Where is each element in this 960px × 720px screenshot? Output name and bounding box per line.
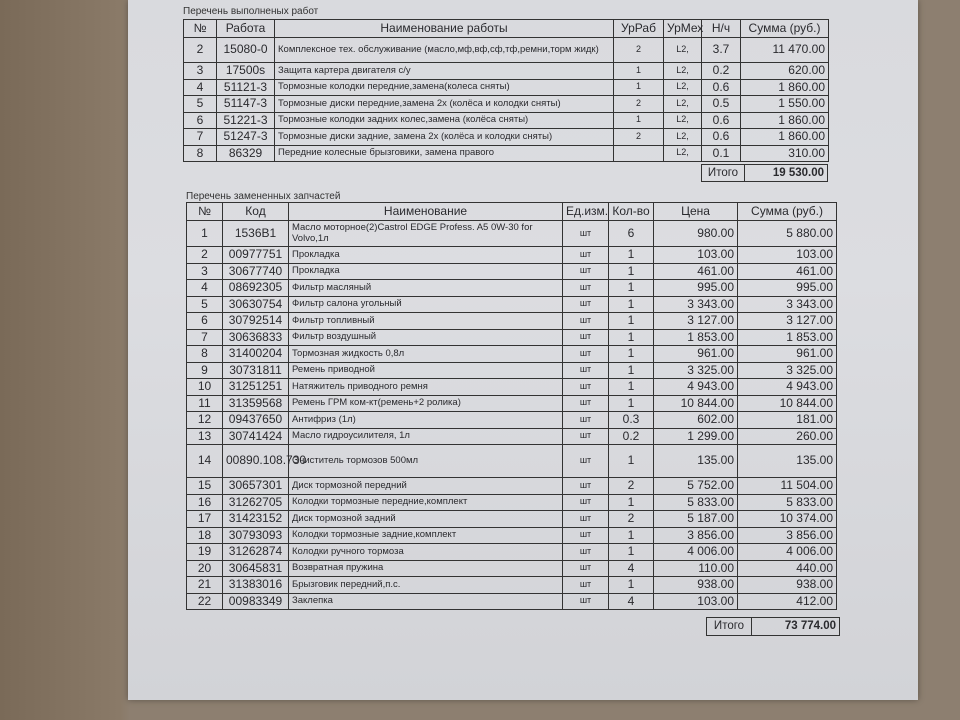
- works-cell: 0.5: [702, 96, 741, 113]
- works-cell: L2,: [664, 38, 702, 63]
- parts-cell: 961.00: [738, 346, 837, 363]
- parts-cell: 4 943.00: [738, 379, 837, 396]
- works-cell: 4: [184, 79, 217, 96]
- parts-cell: 4 943.00: [654, 379, 738, 396]
- parts-cell: шт: [563, 494, 609, 511]
- parts-cell: 1: [609, 296, 654, 313]
- works-header-1: Работа: [217, 20, 275, 38]
- parts-cell: 30657301: [223, 478, 289, 495]
- works-cell: L2,: [664, 96, 702, 113]
- works-total-label: Итого: [702, 165, 745, 182]
- parts-header-0: №: [187, 203, 223, 221]
- parts-cell: 995.00: [738, 280, 837, 297]
- parts-cell: Заклепка: [289, 593, 563, 610]
- parts-cell: 1: [609, 346, 654, 363]
- parts-cell: 1 853.00: [654, 329, 738, 346]
- parts-cell: 135.00: [654, 445, 738, 478]
- works-header-6: Сумма (руб.): [741, 20, 829, 38]
- works-total: [701, 164, 828, 182]
- parts-cell: 09437650: [223, 412, 289, 429]
- parts-cell: 103.00: [738, 247, 837, 264]
- parts-header-2: Наименование: [289, 203, 563, 221]
- table-row: [187, 296, 837, 313]
- parts-cell: Прокладка: [289, 263, 563, 280]
- parts-cell: Колодки тормозные передние,комплект: [289, 494, 563, 511]
- parts-cell: 980.00: [654, 221, 738, 247]
- parts-cell: 4: [187, 280, 223, 297]
- parts-cell: 995.00: [654, 280, 738, 297]
- parts-cell: шт: [563, 346, 609, 363]
- parts-cell: 2: [609, 478, 654, 495]
- works-cell: Тормозные колодки передние,замена(колеса сняты): [275, 79, 614, 96]
- parts-cell: 00977751: [223, 247, 289, 264]
- table-row: [187, 511, 837, 528]
- parts-cell: 31359568: [223, 395, 289, 412]
- parts-cell: 08692305: [223, 280, 289, 297]
- works-cell: 0.6: [702, 129, 741, 146]
- parts-cell: Возвратная пружина: [289, 560, 563, 577]
- parts-cell: 15: [187, 478, 223, 495]
- parts-cell: шт: [563, 577, 609, 594]
- parts-header-4: Кол-во: [609, 203, 654, 221]
- parts-cell: 22: [187, 593, 223, 610]
- parts-cell: шт: [563, 362, 609, 379]
- parts-cell: 20: [187, 560, 223, 577]
- table-row: [184, 79, 829, 96]
- parts-cell: 1: [609, 445, 654, 478]
- parts-cell: 1: [609, 527, 654, 544]
- works-cell: 8: [184, 145, 217, 162]
- parts-cell: 1: [609, 247, 654, 264]
- parts-cell: шт: [563, 395, 609, 412]
- parts-cell: Натяжитель приводного ремня: [289, 379, 563, 396]
- parts-cell: 1: [187, 221, 223, 247]
- parts-cell: 3 127.00: [738, 313, 837, 330]
- parts-cell: 110.00: [654, 560, 738, 577]
- parts-cell: 4: [609, 593, 654, 610]
- works-cell: 5: [184, 96, 217, 113]
- parts-total-label: Итого: [707, 618, 752, 636]
- table-row: [187, 527, 837, 544]
- parts-cell: 31423152: [223, 511, 289, 528]
- parts-cell: 260.00: [738, 428, 837, 445]
- works-cell: 0.6: [702, 112, 741, 129]
- parts-cell: 5 880.00: [738, 221, 837, 247]
- parts-caption: Перечень замененных запчастей: [186, 191, 341, 202]
- parts-cell: 135.00: [738, 445, 837, 478]
- parts-cell: 0.2: [609, 428, 654, 445]
- parts-cell: шт: [563, 296, 609, 313]
- parts-cell: шт: [563, 221, 609, 247]
- works-cell: 17500s: [217, 63, 275, 80]
- parts-total-value: 73 774.00: [752, 618, 840, 636]
- parts-cell: 31262874: [223, 544, 289, 561]
- parts-cell: 30741424: [223, 428, 289, 445]
- parts-cell: Ремень приводной: [289, 362, 563, 379]
- parts-cell: шт: [563, 329, 609, 346]
- parts-cell: 00890.108.730: [223, 445, 289, 478]
- parts-cell: 1 299.00: [654, 428, 738, 445]
- parts-cell: шт: [563, 313, 609, 330]
- works-header-4: УрМех: [664, 20, 702, 38]
- parts-cell: 3 856.00: [654, 527, 738, 544]
- parts-cell: 1: [609, 379, 654, 396]
- parts-cell: Фильтр салона угольный: [289, 296, 563, 313]
- parts-cell: Очиститель тормозов 500мл: [289, 445, 563, 478]
- works-cell: 11 470.00: [741, 38, 829, 63]
- parts-cell: шт: [563, 280, 609, 297]
- works-cell: 51147-3: [217, 96, 275, 113]
- parts-cell: 1: [609, 329, 654, 346]
- table-row: [184, 129, 829, 146]
- table-row: [187, 280, 837, 297]
- parts-cell: 938.00: [738, 577, 837, 594]
- parts-cell: 7: [187, 329, 223, 346]
- parts-cell: Брызговик передний,п.с.: [289, 577, 563, 594]
- parts-cell: 10 844.00: [654, 395, 738, 412]
- works-cell: 1 550.00: [741, 96, 829, 113]
- parts-cell: 12: [187, 412, 223, 429]
- works-cell: L2,: [664, 79, 702, 96]
- table-row: [184, 96, 829, 113]
- works-cell: 2: [184, 38, 217, 63]
- parts-cell: 412.00: [738, 593, 837, 610]
- works-cell: 0.1: [702, 145, 741, 162]
- works-cell: 51121-3: [217, 79, 275, 96]
- works-cell: 2: [614, 38, 664, 63]
- table-row: [187, 494, 837, 511]
- parts-cell: Масло моторное(2)Castrol EDGE Profess. A5 0W-30 for Volvo,1л: [289, 221, 563, 247]
- works-cell: [614, 145, 664, 162]
- table-row: [187, 577, 837, 594]
- parts-cell: 13: [187, 428, 223, 445]
- parts-cell: 10 374.00: [738, 511, 837, 528]
- works-cell: 620.00: [741, 63, 829, 80]
- parts-cell: 4 006.00: [654, 544, 738, 561]
- parts-cell: 1: [609, 577, 654, 594]
- table-row: [187, 478, 837, 495]
- parts-cell: 3: [187, 263, 223, 280]
- works-cell: L2,: [664, 63, 702, 80]
- table-row: [187, 593, 837, 610]
- parts-cell: 461.00: [738, 263, 837, 280]
- parts-cell: 31251251: [223, 379, 289, 396]
- works-cell: 3: [184, 63, 217, 80]
- parts-total: [706, 617, 840, 636]
- parts-cell: 2: [609, 511, 654, 528]
- parts-cell: Диск тормозной задний: [289, 511, 563, 528]
- parts-cell: 18: [187, 527, 223, 544]
- works-cell: 310.00: [741, 145, 829, 162]
- parts-cell: Колодки ручного тормоза: [289, 544, 563, 561]
- parts-cell: 5 752.00: [654, 478, 738, 495]
- works-cell: 86329: [217, 145, 275, 162]
- parts-cell: 30793093: [223, 527, 289, 544]
- table-row: [187, 395, 837, 412]
- works-cell: 0.2: [702, 63, 741, 80]
- parts-cell: Диск тормозной передний: [289, 478, 563, 495]
- parts-cell: шт: [563, 445, 609, 478]
- parts-cell: 5 833.00: [654, 494, 738, 511]
- parts-cell: шт: [563, 428, 609, 445]
- parts-cell: Фильтр топливный: [289, 313, 563, 330]
- works-cell: Тормозные диски передние,замена 2х (колёса и колодки сняты): [275, 96, 614, 113]
- parts-cell: 19: [187, 544, 223, 561]
- works-cell: 1 860.00: [741, 79, 829, 96]
- parts-cell: 1: [609, 362, 654, 379]
- works-cell: 2: [614, 96, 664, 113]
- works-cell: Тормозные диски задние, замена 2х (колёса и колодки сняты): [275, 129, 614, 146]
- parts-cell: Прокладка: [289, 247, 563, 264]
- parts-header-6: Сумма (руб.): [738, 203, 837, 221]
- parts-cell: 3 325.00: [654, 362, 738, 379]
- parts-cell: 31262705: [223, 494, 289, 511]
- parts-cell: шт: [563, 247, 609, 264]
- parts-cell: 3 127.00: [654, 313, 738, 330]
- parts-cell: 1 853.00: [738, 329, 837, 346]
- parts-cell: 4 006.00: [738, 544, 837, 561]
- parts-cell: шт: [563, 263, 609, 280]
- table-row: [187, 346, 837, 363]
- works-header-3: УрРаб: [614, 20, 664, 38]
- parts-cell: 4: [609, 560, 654, 577]
- parts-cell: 31383016: [223, 577, 289, 594]
- works-cell: 2: [614, 129, 664, 146]
- parts-cell: 16: [187, 494, 223, 511]
- table-row: [187, 247, 837, 264]
- table-row: [187, 544, 837, 561]
- parts-cell: 8: [187, 346, 223, 363]
- parts-cell: 103.00: [654, 593, 738, 610]
- parts-cell: 1: [609, 395, 654, 412]
- parts-cell: шт: [563, 511, 609, 528]
- parts-header-5: Цена: [654, 203, 738, 221]
- works-cell: 3.7: [702, 38, 741, 63]
- works-cell: 51221-3: [217, 112, 275, 129]
- parts-cell: Антифриз (1л): [289, 412, 563, 429]
- table-row: [184, 63, 829, 80]
- table-row: [187, 379, 837, 396]
- parts-cell: 31400204: [223, 346, 289, 363]
- works-cell: L2,: [664, 112, 702, 129]
- parts-cell: 3 343.00: [738, 296, 837, 313]
- parts-cell: 2: [187, 247, 223, 264]
- parts-cell: 30630754: [223, 296, 289, 313]
- works-cell: 1: [614, 79, 664, 96]
- table-row: [184, 112, 829, 129]
- table-row: [187, 445, 837, 478]
- parts-cell: 11 504.00: [738, 478, 837, 495]
- parts-cell: шт: [563, 544, 609, 561]
- works-header-0: №: [184, 20, 217, 38]
- parts-cell: 11: [187, 395, 223, 412]
- parts-cell: 103.00: [654, 247, 738, 264]
- parts-cell: 30677740: [223, 263, 289, 280]
- parts-cell: 461.00: [654, 263, 738, 280]
- parts-cell: 9: [187, 362, 223, 379]
- parts-cell: 17: [187, 511, 223, 528]
- parts-cell: 1: [609, 280, 654, 297]
- parts-header-3: Ед.изм.: [563, 203, 609, 221]
- parts-cell: шт: [563, 379, 609, 396]
- works-cell: Защита картера двигателя с/у: [275, 63, 614, 80]
- table-row: [187, 313, 837, 330]
- works-header-5: Н/ч: [702, 20, 741, 38]
- parts-cell: Масло гидроусилителя, 1л: [289, 428, 563, 445]
- parts-cell: 10 844.00: [738, 395, 837, 412]
- parts-cell: 602.00: [654, 412, 738, 429]
- works-cell: 51247-3: [217, 129, 275, 146]
- parts-cell: Колодки тормозные задние,комплект: [289, 527, 563, 544]
- table-row: [187, 428, 837, 445]
- table-row: [187, 412, 837, 429]
- parts-cell: 30792514: [223, 313, 289, 330]
- parts-cell: 30731811: [223, 362, 289, 379]
- parts-cell: Ремень ГРМ ком-кт(ремень+2 ролика): [289, 395, 563, 412]
- parts-cell: шт: [563, 478, 609, 495]
- table-row: [184, 145, 829, 162]
- works-header-2: Наименование работы: [275, 20, 614, 38]
- parts-table: [186, 202, 837, 610]
- works-table: [183, 19, 829, 162]
- works-cell: Передние колесные брызговики, замена правого: [275, 145, 614, 162]
- table-row: [187, 362, 837, 379]
- parts-cell: 1: [609, 313, 654, 330]
- works-cell: L2,: [664, 129, 702, 146]
- works-total-value: 19 530.00: [745, 165, 828, 182]
- parts-cell: шт: [563, 412, 609, 429]
- works-cell: Тормозные колодки задних колес,замена (колёса сняты): [275, 112, 614, 129]
- parts-cell: шт: [563, 527, 609, 544]
- parts-cell: шт: [563, 560, 609, 577]
- parts-cell: 3 856.00: [738, 527, 837, 544]
- table-row: [187, 329, 837, 346]
- parts-cell: Фильтр воздушный: [289, 329, 563, 346]
- parts-cell: 5 187.00: [654, 511, 738, 528]
- parts-cell: 6: [187, 313, 223, 330]
- parts-header-1: Код: [223, 203, 289, 221]
- works-cell: 7: [184, 129, 217, 146]
- parts-cell: 6: [609, 221, 654, 247]
- works-cell: L2,: [664, 145, 702, 162]
- parts-cell: 3 343.00: [654, 296, 738, 313]
- parts-cell: 10: [187, 379, 223, 396]
- parts-cell: 1536B1: [223, 221, 289, 247]
- works-cell: 1 860.00: [741, 112, 829, 129]
- parts-cell: 1: [609, 544, 654, 561]
- parts-cell: Фильтр масляный: [289, 280, 563, 297]
- parts-cell: 181.00: [738, 412, 837, 429]
- parts-cell: 3 325.00: [738, 362, 837, 379]
- parts-cell: 1: [609, 263, 654, 280]
- table-row: [184, 38, 829, 63]
- parts-cell: 961.00: [654, 346, 738, 363]
- works-cell: 6: [184, 112, 217, 129]
- works-caption: Перечень выполненых работ: [183, 6, 319, 17]
- parts-cell: 00983349: [223, 593, 289, 610]
- parts-cell: 14: [187, 445, 223, 478]
- works-cell: Комплексное тех. обслуживание (масло,мф,вф,сф,тф,ремни,торм жидк): [275, 38, 614, 63]
- works-cell: 1 860.00: [741, 129, 829, 146]
- parts-cell: 5 833.00: [738, 494, 837, 511]
- table-row: [187, 263, 837, 280]
- parts-cell: 440.00: [738, 560, 837, 577]
- table-row: [187, 560, 837, 577]
- parts-cell: 938.00: [654, 577, 738, 594]
- parts-cell: 30636833: [223, 329, 289, 346]
- parts-cell: 1: [609, 494, 654, 511]
- works-cell: 1: [614, 112, 664, 129]
- works-cell: 1: [614, 63, 664, 80]
- parts-cell: шт: [563, 593, 609, 610]
- works-cell: 15080-0: [217, 38, 275, 63]
- works-cell: 0.6: [702, 79, 741, 96]
- parts-cell: 5: [187, 296, 223, 313]
- parts-cell: 21: [187, 577, 223, 594]
- parts-cell: Тормозная жидкость 0,8л: [289, 346, 563, 363]
- parts-cell: 30645831: [223, 560, 289, 577]
- table-row: [187, 221, 837, 247]
- parts-cell: 0.3: [609, 412, 654, 429]
